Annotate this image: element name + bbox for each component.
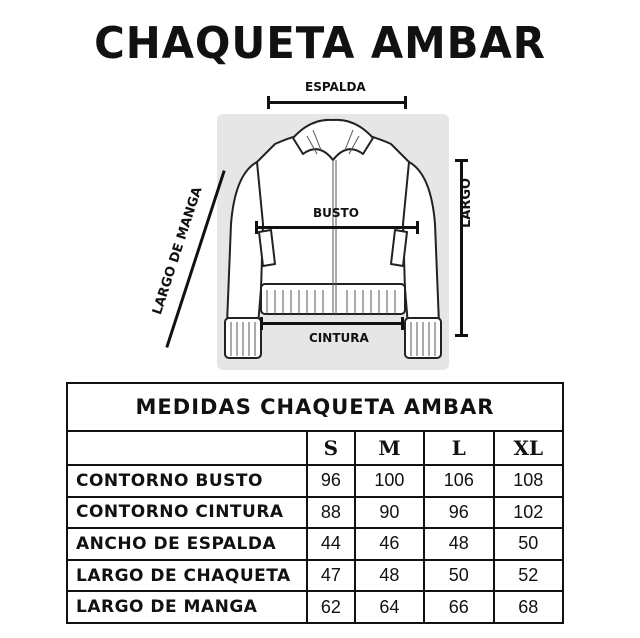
size-header-empty — [67, 431, 307, 465]
row-label: CONTORNO CINTURA — [67, 497, 307, 529]
cell-value: 50 — [424, 560, 493, 592]
cell-value: 44 — [307, 528, 355, 560]
cell-value: 102 — [494, 497, 563, 529]
size-header-xl: XL — [494, 431, 563, 465]
right-pocket — [391, 230, 407, 266]
busto-line — [256, 226, 418, 229]
page-title: CHAQUETA AMBAR — [94, 18, 546, 69]
espalda-line-cap-right — [404, 96, 407, 109]
cell-value: 48 — [355, 560, 424, 592]
cell-value: 48 — [424, 528, 493, 560]
cintura-line-cap-left — [260, 317, 263, 330]
cell-value: 100 — [355, 465, 424, 497]
row-label: LARGO DE CHAQUETA — [67, 560, 307, 592]
busto-line-cap-right — [416, 221, 419, 234]
cintura-line — [261, 322, 403, 325]
cell-value: 62 — [307, 591, 355, 623]
largo-label: LARGO — [459, 177, 474, 228]
cell-value: 96 — [307, 465, 355, 497]
cell-value: 64 — [355, 591, 424, 623]
cell-value: 88 — [307, 497, 355, 529]
left-pocket — [259, 230, 275, 266]
cell-value: 66 — [424, 591, 493, 623]
size-header-l: L — [424, 431, 493, 465]
table-row — [67, 528, 563, 560]
size-chart-table — [66, 382, 564, 624]
espalda-label: ESPALDA — [305, 80, 366, 94]
busto-line-cap-left — [255, 221, 258, 234]
cintura-label: CINTURA — [309, 331, 369, 345]
row-label: CONTORNO BUSTO — [67, 465, 307, 497]
cell-value: 52 — [494, 560, 563, 592]
espalda-line-cap-left — [267, 96, 270, 109]
size-header-s: S — [307, 431, 355, 465]
cell-value: 68 — [494, 591, 563, 623]
cintura-line-cap-right — [401, 317, 404, 330]
cell-value: 47 — [307, 560, 355, 592]
cell-value: 96 — [424, 497, 493, 529]
cell-value: 90 — [355, 497, 424, 529]
size-chart-title: MEDIDAS CHAQUETA AMBAR — [67, 383, 563, 431]
cell-value: 108 — [494, 465, 563, 497]
largo-line-cap-bottom — [455, 334, 468, 337]
row-label: LARGO DE MANGA — [67, 591, 307, 623]
espalda-line — [268, 101, 406, 104]
table-row — [67, 465, 563, 497]
table-row — [67, 497, 563, 529]
table-row — [67, 591, 563, 623]
cell-value: 106 — [424, 465, 493, 497]
busto-label: BUSTO — [313, 206, 359, 220]
size-header-m: M — [355, 431, 424, 465]
cell-value: 46 — [355, 528, 424, 560]
largo-line-cap-top — [455, 159, 468, 162]
cell-value: 50 — [494, 528, 563, 560]
largo-manga-label: LARGO DE MANGA — [150, 185, 206, 317]
table-row — [67, 560, 563, 592]
row-label: ANCHO DE ESPALDA — [67, 528, 307, 560]
